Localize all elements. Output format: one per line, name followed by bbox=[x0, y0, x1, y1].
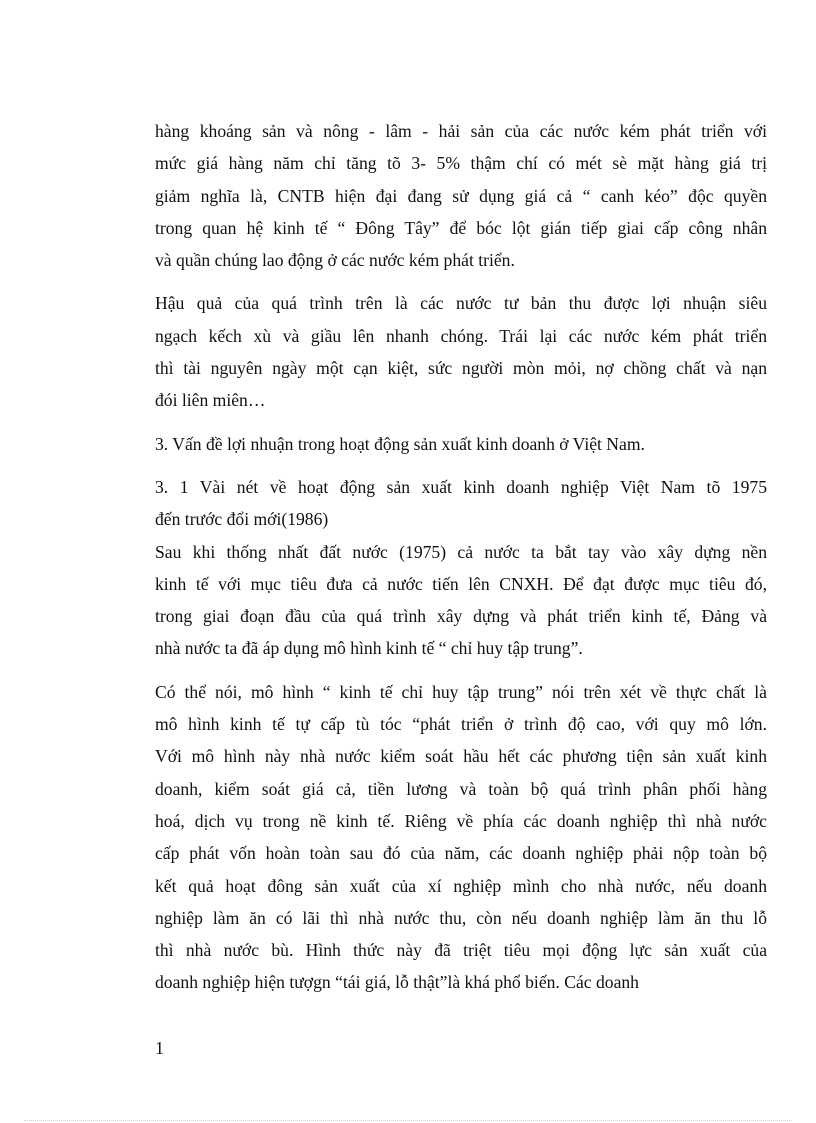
text-line: hàng khoáng sản và nông - lâm - hải sản của các nước kém phát triển với bbox=[155, 121, 767, 141]
text-line: kết quả hoạt đông sản xuất của xí nghiệp mình cho nhà nước, nếu doanh bbox=[155, 875, 767, 896]
section-heading bbox=[155, 428, 767, 460]
text-line: thì nhà nước bù. Hình thức này đã triệt tiêu mọi động lực sản xuất của bbox=[155, 940, 767, 961]
page-number: 1 bbox=[155, 1038, 164, 1058]
paragraph bbox=[155, 471, 767, 665]
paragraph bbox=[155, 115, 767, 276]
text-line: giảm nghĩa là, CNTB hiện đại đang sử dụng giá cả “ canh kéo” độc quyền bbox=[155, 185, 767, 206]
text-line: Hậu quả của quá trình trên là các nước tư bản thu được lợi nhuận siêu bbox=[155, 293, 767, 314]
text-line: và quần chúng lao động ở các nước kém phát triển. bbox=[155, 250, 515, 271]
page-divider bbox=[24, 1120, 792, 1121]
text-line: trong quan hệ kinh tế “ Đông Tây” để bóc lột gián tiếp giai cấp công nhân bbox=[155, 217, 767, 238]
text-line: mức giá hàng năm chỉ tăng tõ 3- 5% thậm chí có mét sè mặt hàng giá trị bbox=[155, 153, 767, 174]
text-line: mô hình kinh tế tự cấp tù tóc “phát triển ở trình độ cao, với quy mô lớn. bbox=[155, 714, 767, 735]
page-body bbox=[155, 115, 767, 1010]
text-line: hoá, dịch vụ trong nề kinh tế. Riêng về phía các doanh nghiệp thì nhà nước bbox=[155, 810, 767, 831]
text-line: Với mô hình này nhà nước kiểm soát hầu hết các phương tiện sản xuất kinh bbox=[155, 746, 767, 767]
text-line: 3. Vấn đề lợi nhuận trong hoạt động sản xuất kinh doanh ở Việt Nam. bbox=[155, 433, 645, 454]
text-line: kinh tế với mục tiêu đưa cả nước tiến lên CNXH. Để đạt được mục tiêu đó, bbox=[155, 573, 767, 594]
text-line: thì tài nguyên ngày một cạn kiệt, sức người mòn mỏi, nợ chồng chất và nạn bbox=[155, 358, 767, 379]
text-line: doanh nghiệp hiện tượgn “tái giá, lỗ thật”là khá phổ biến. Các doanh bbox=[155, 972, 639, 993]
text-line: trong giai đoạn đầu của quá trình xây dựng và phát triển kinh tế, Đảng và bbox=[155, 606, 767, 627]
paragraph bbox=[155, 676, 767, 999]
text-line: Sau khi thống nhất đất nước (1975) cả nước ta bắt tay vào xây dựng nền bbox=[155, 541, 767, 562]
text-line: ngạch kếch xù và giầu lên nhanh chóng. Trái lại các nước kém phát triển bbox=[155, 325, 767, 346]
text-line: doanh, kiểm soát giá cả, tiền lương và toàn bộ quá trình phân phối hàng bbox=[155, 778, 767, 799]
paragraph bbox=[155, 287, 767, 416]
text-line: 3. 1 Vài nét về hoạt động sản xuất kinh doanh nghiệp Việt Nam tõ 1975 bbox=[155, 476, 767, 497]
text-line: nghiệp làm ăn có lãi thì nhà nước thu, còn nếu doanh nghiệp làm ăn thu lỗ bbox=[155, 907, 767, 928]
text-line: đói liên miên… bbox=[155, 390, 266, 411]
text-line: cấp phát vốn hoàn toàn sau đó của năm, các doanh nghiệp phải nộp toàn bộ bbox=[155, 843, 767, 864]
text-line: Có thể nói, mô hình “ kinh tế chỉ huy tập trung” nói trên xét về thực chất là bbox=[155, 681, 767, 702]
text-line: nhà nước ta đã áp dụng mô hình kinh tế “ chỉ huy tập trung”. bbox=[155, 638, 583, 659]
text-line: đến trước đổi mới(1986) bbox=[155, 509, 329, 530]
